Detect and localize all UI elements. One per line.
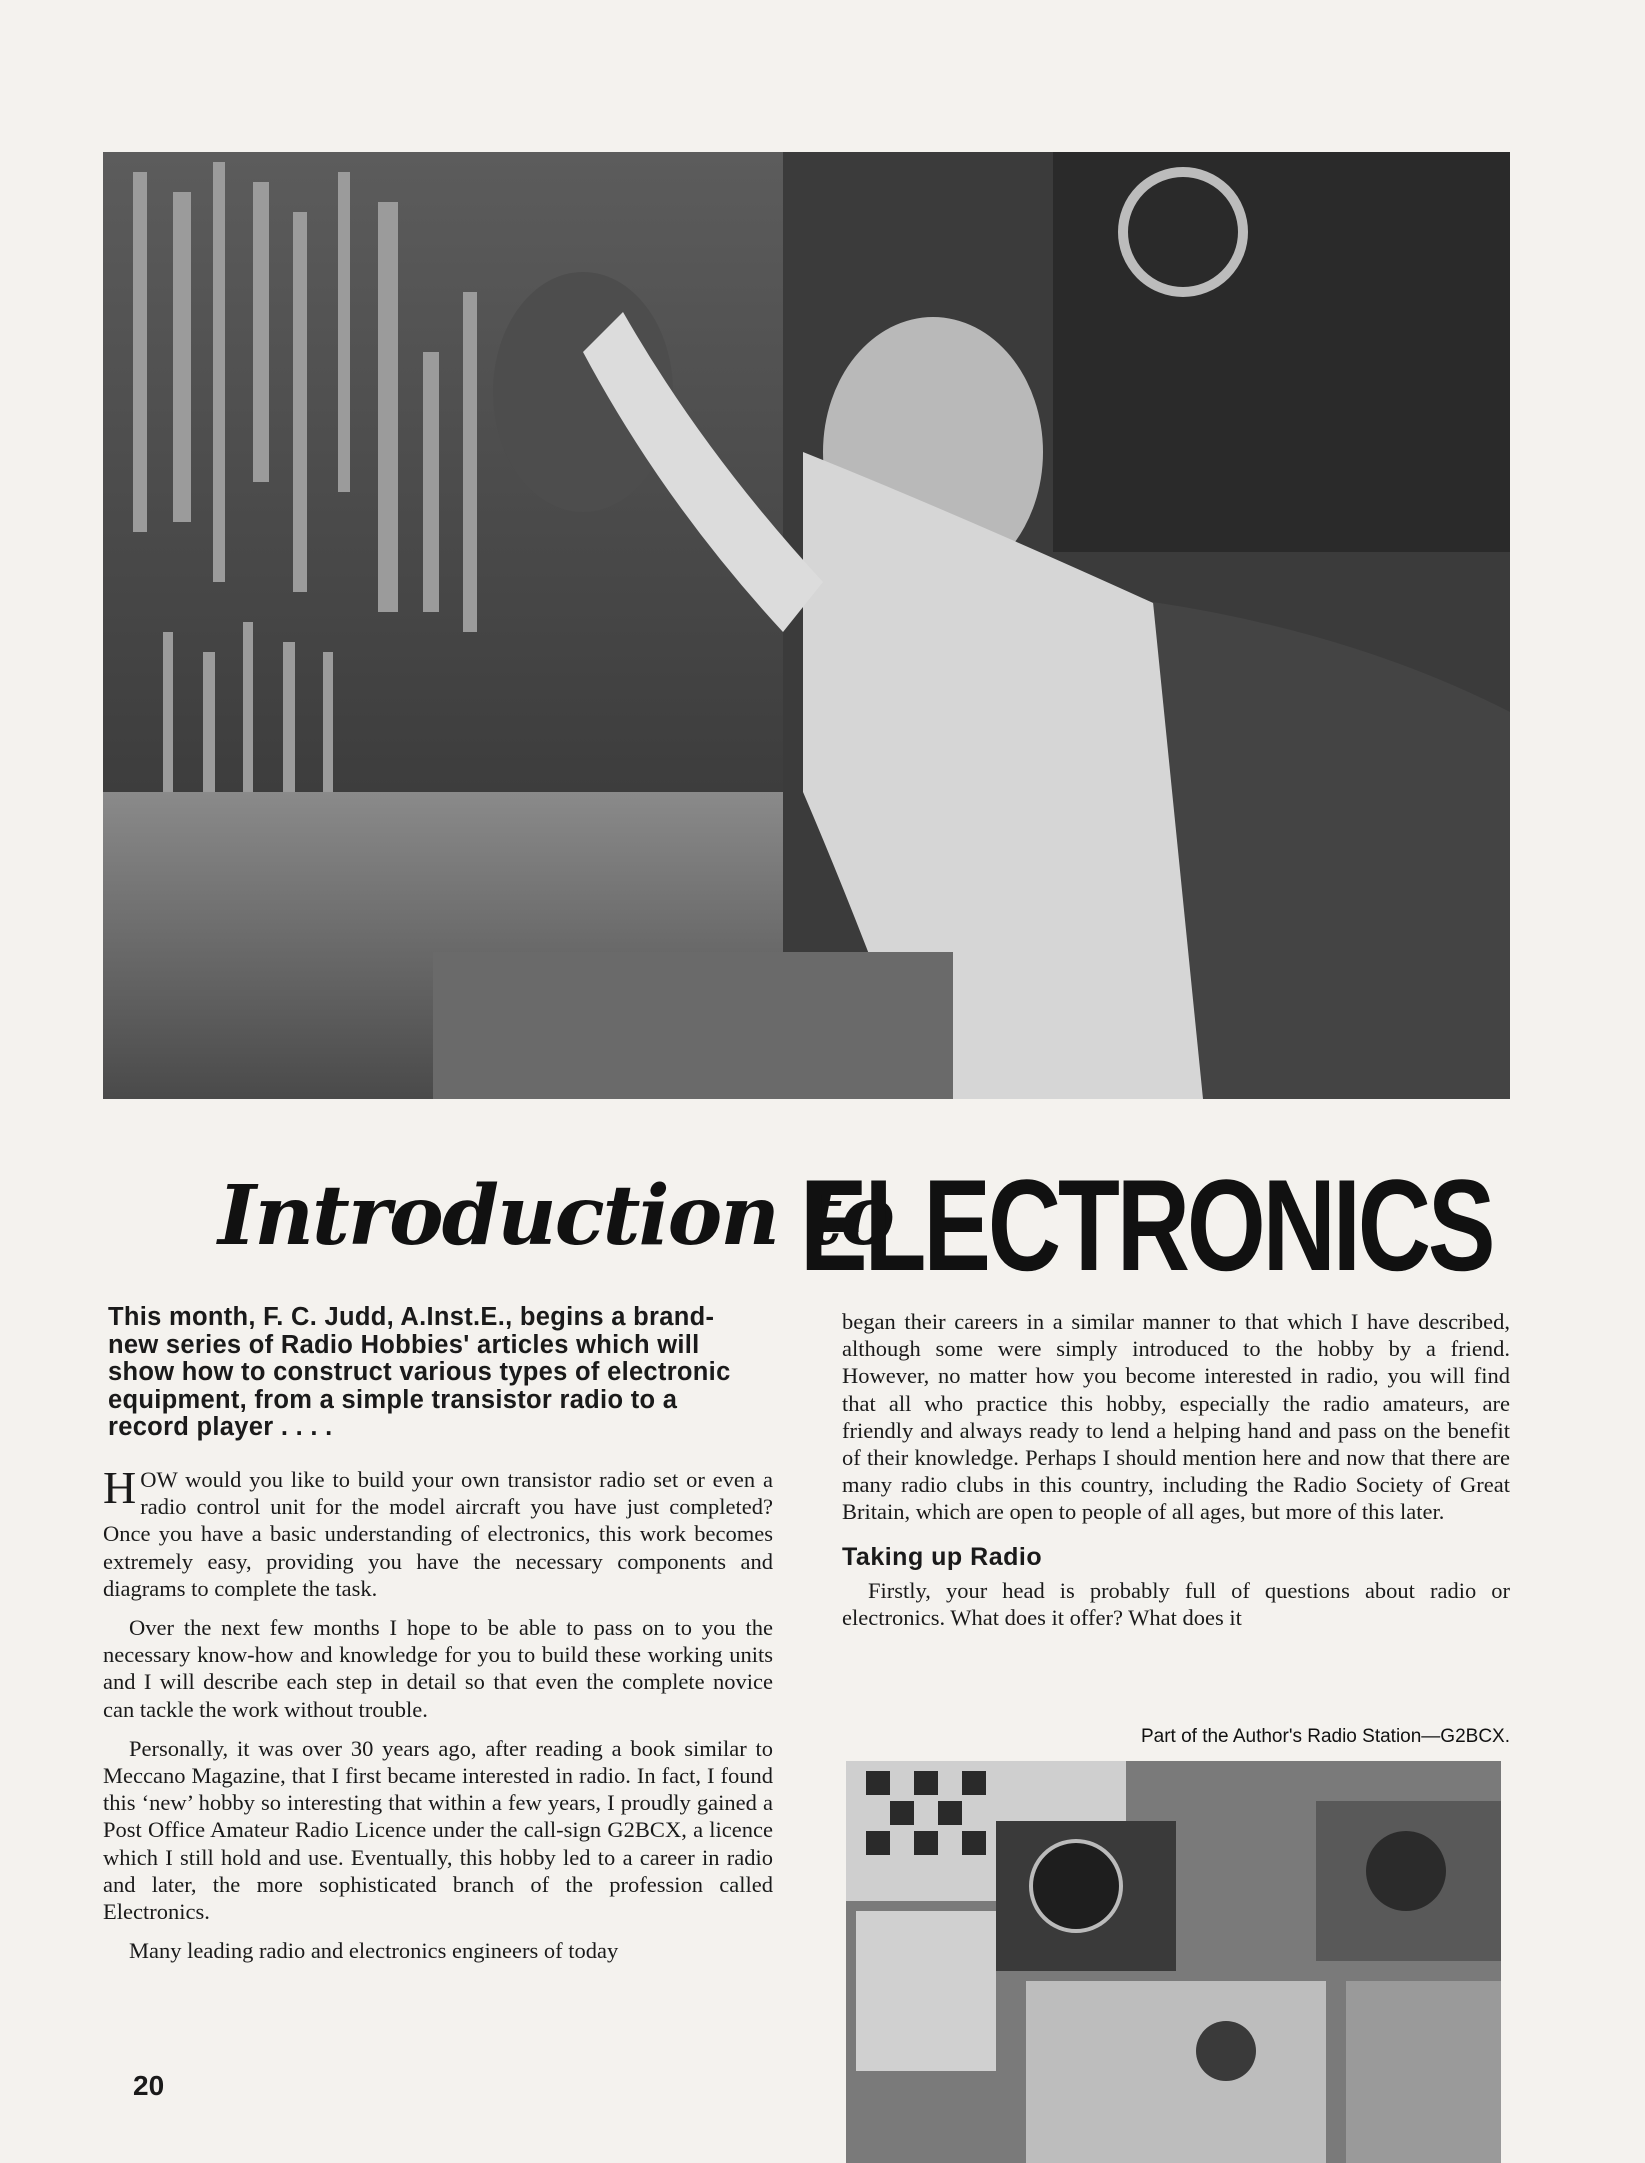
- paragraph: Over the next few months I hope to be able to pass on to you the necessary know-how and knowledge for you to build these working units and I will describe each step in detail so that even the complete novice can tackle the work without trouble.: [103, 1615, 773, 1722]
- paragraph: began their careers in a similar manner to that which I have described, although some were simply introduced to the hobby by a friend. However, no matter how you become interested in radio, you will find that all who practice this hobby, especially the radio amateurs, are friendly and always ready to lend a helping hand and pass on the benefit of their knowledge. Perhaps I should mention here and now that there are many radio clubs in this country, including the Radio Society of Great Britain, which are open to people of all ages, but more of this later.: [842, 1309, 1510, 1525]
- page-number: 20: [133, 2070, 165, 2101]
- workshop-photo: [103, 152, 1510, 1099]
- right-column: [842, 1308, 1510, 1631]
- photo-caption: Part of the Author's Radio Station—G2BCX.: [1140, 1726, 1510, 1747]
- paragraph: Firstly, your head is probably full of questions about radio or electronics. What does it offer? What does it: [842, 1577, 1510, 1631]
- paragraph: Personally, it was over 30 years ago, after reading a book similar to Meccano Magazine, that I first became interested in radio. In fact, I found this ‘new’ hobby so interesting that within a few years, I proudly gained a Post Office Amateur Radio Licence under the call-sign G2BCX, a licence which I still hold and use. Eventually, this hobby led to a career in radio and later, the more sophisticated branch of the profession called Electronics.: [103, 1735, 773, 1925]
- radio-station-photo: [846, 1761, 1501, 2163]
- title-main: ELECTRONICS: [800, 1152, 1493, 1298]
- title-script: Introduction to: [218, 1168, 894, 1264]
- photo-workshop-icon: [103, 152, 1510, 1099]
- paragraph: HOW would you like to build your own transistor radio set or even a radio control unit for the model aircraft you have just completed? Once you have a basic understanding of electronics, this work becomes extremely easy, providing you have the necessary components and diagrams to complete the task.: [103, 1462, 773, 1601]
- intro-standfirst: This month, F. C. Judd, A.Inst.E., begins a brand-new series of Radio Hobbies' articles which will show how to construct various types of electronic equipment, from a simple transistor radio to a record player . . . .: [108, 1303, 731, 1441]
- drop-cap: H: [103, 1462, 137, 1513]
- photo-radio-station-icon: [846, 1761, 1501, 2163]
- section-heading: Taking up Radio: [842, 1542, 1043, 1571]
- left-column: [103, 1462, 773, 1964]
- article-title: [200, 1150, 1493, 1298]
- paragraph: Many leading radio and electronics engineers of today: [129, 1938, 619, 1964]
